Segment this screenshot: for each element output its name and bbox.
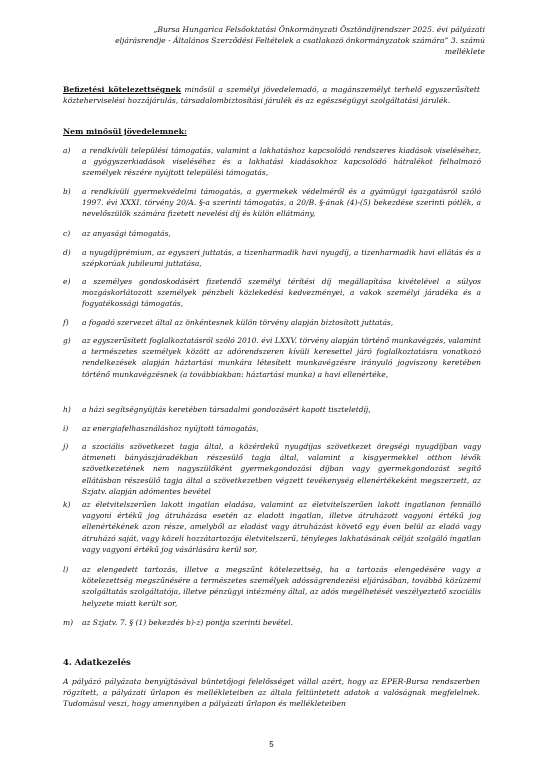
list-item [63, 404, 481, 415]
list-item [63, 228, 481, 239]
list-item-text: az életvitelszerűen lakott ingatlan eladása, valamint az életvitelszerűen lakott ingatlanon fennálló vagyoni értékű jog átruházása esetén az eladott ingatlan, illetve átruházott vagyoni értékű jog ellenértékének azon része, amelyből az eladást vagy átruházást követő egy éven belül az eladó vagy átruházó saját, vagy közeli hozzátartozója életvitelszerű, tényleges lakhatásának célját szolgáló ingatlan vagy vagyoni értékű jog vásárlására kerül sor, [82, 500, 481, 554]
list-item-text: a házi segítségnyújtás keretében társadalmi gondozásért kapott tiszteletdíj, [82, 405, 371, 414]
list-item-text: az elengedett tartozás, illetve a megszűnt kötelezettség, ha a tartozás elengedésére vagy a kötelezettség megszűnésére a természetes személyek adósságrendezési eljárásában, továbbá közüzemi szolgáltatás szolgáltatója, illetve pénzügyi intézmény által, az adós megélhetését veszélyeztető szociális helyzete miatt került sor, [82, 565, 481, 608]
list-item [63, 335, 481, 380]
list-item [63, 423, 481, 434]
list-item-text: a személyes gondoskodásért fizetendő személyi térítési díj megállapítása kivételével a súlyos mozgáskorlátozott személyek pénzbeli közlekedési kedvezményei, a vakok személyi járadéka és a fogyatékossági támogatás, [82, 277, 481, 309]
list-item [63, 247, 481, 269]
list-item [63, 186, 481, 220]
list-item-label: l) [63, 565, 69, 574]
section-paragraph: A pályázó pályázata benyújtásával büntetőjogi felelősséget vállal azért, hogy az EPER-Bursa rendszerben rögzített, a pályázati űrlapon és mellékleteiben az általa feltüntetett adatok a valóságnak megfelelnek. Tudomásul veszi, hogy amennyiben a pályázati űrlapon és mellékleteiben [63, 677, 480, 709]
list-item [63, 441, 481, 497]
list-item-text: a nyugdíjprémium, az egyszeri juttatás, a tizenharmadik havi nyugdíj, a tizenharmadik havi ellátás és a szépkorúak jubileumi juttatása, [82, 248, 481, 269]
list-item-label: a) [63, 146, 71, 155]
header-line-2: eljárásrendje - Általános Szerződési Feltételek a csatlakozó önkormányzatok számára” 3. számú [115, 36, 485, 45]
list-item [63, 276, 481, 310]
list-item-label: d) [63, 248, 71, 257]
list-item-text: az anyasági támogatás, [82, 229, 171, 238]
definition-text: minősül a személyi jövedelemadó, a magánszemélyt terhelő egyszerűsített közteherviselési hozzájárulás, társadalombiztosítási járulék és az egészségügyi szolgáltatási járulék. [63, 85, 480, 106]
list-item-label: e) [63, 277, 71, 286]
header-line-3: melléklete [444, 47, 485, 56]
list-item-label: f) [63, 318, 69, 327]
page-number: 5 [269, 740, 274, 749]
section-heading: 4. Adatkezelés [63, 657, 131, 667]
list-item [63, 145, 481, 179]
list-item [63, 564, 481, 609]
list-item-text: az egyszerűsített foglalkoztatásról szóló 2010. évi LXXV. törvény alapján történő munkavégzés, valamint a természetes személyek között az adórendszeren kívüli keresettel járó foglalkoztatásra vonatkozó rendelkezések alapján háztartási munkára létesített munkavégzésre irányuló jogviszony keretében történő munkavégzésnek (a továbbiakban: háztartási munka) a havi ellenértéke, [82, 336, 481, 379]
list-item-text: a szociális szövetkezet tagja által, a közérdekű nyugdíjas szövetkezet öregségi nyugdíjban vagy átmeneti bányászjáradékban részesülő tagja által, valamint a kisgyermekkel otthon lévők szövetkezetének nem nagyszülőként gyermekgondozási díjban vagy gyermekgondozást segítő ellátásban részesülő tagja által a szövetkezetben végzett tevékenység ellenértékeként megszerzett, az Szjatv. alapján adómentes bevétel [82, 442, 481, 496]
page-header [55, 24, 485, 57]
list-item-text: az energiafelhasználáshoz nyújtott támogatás, [82, 424, 259, 433]
list-item-label: k) [63, 500, 71, 509]
list-item-text: a rendkívüli települési támogatás, valamint a lakhatáshoz kapcsolódó rendszeres kiadások viseléséhez, a gyógyszerkiadások viseléséhez és a lakhatási kiadásokhoz kapcsolódó hátralékot felhalmozó személyek részére nyújtott települési támogatás, [82, 146, 481, 178]
definition-paragraph [63, 84, 480, 106]
list-item-label: i) [63, 424, 69, 433]
list-item-label: m) [63, 618, 74, 627]
list-item [63, 499, 481, 555]
definition-term: Befizetési kötelezettségnek [63, 85, 181, 94]
list-item-text: a rendkívüli gyermekvédelmi támogatás, a gyermekek védelméről és a gyámügyi igazgatásról szóló 1997. évi XXXI. törvény 20/A. §-a szerinti támogatás, a 20/B. §-ának (4)-(5) bekezdése szerinti pótlék, a nevelőszülők számára fizetett nevelési díj és külön ellátmány, [82, 187, 481, 219]
list-item-label: b) [63, 187, 71, 196]
list-item-text: a fogadó szervezet által az önkéntesnek külön törvény alapján biztosított juttatás, [82, 318, 394, 327]
list-item-label: g) [63, 336, 71, 345]
header-line-1: „Bursa Hungarica Felsőoktatási Önkormányzati Ösztöndíjrendszer 2025. évi pályázati [153, 25, 485, 34]
list-item-label: j) [63, 442, 69, 451]
not-income-heading: Nem minősül jövedelemnek: [63, 127, 187, 136]
list-item-label: c) [63, 229, 71, 238]
list-item-label: h) [63, 405, 71, 414]
list-item-text: az Szjatv. 7. § (1) bekezdés b)-z) pontja szerinti bevétel. [82, 618, 294, 627]
list-item [63, 617, 481, 628]
list-item [63, 317, 481, 328]
